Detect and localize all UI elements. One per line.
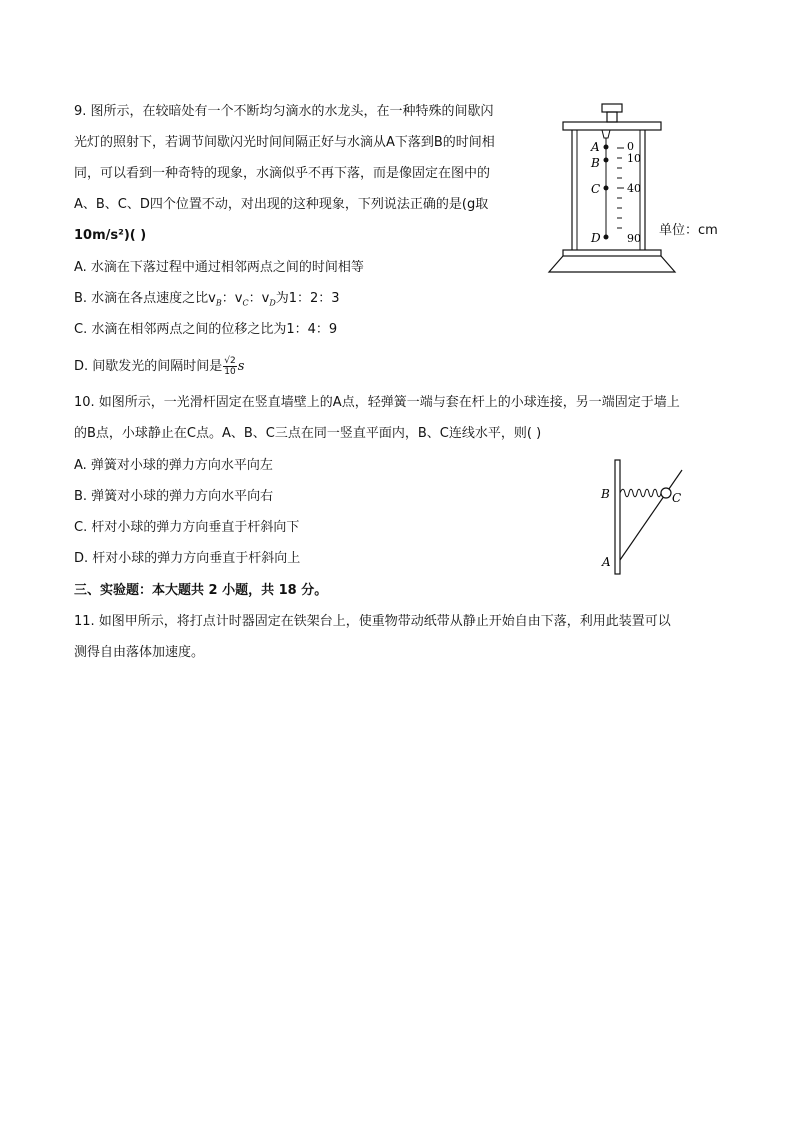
ball (661, 488, 671, 498)
rod (620, 470, 682, 560)
q10-option-d: D. 杆对小球的弹力方向垂直于杆斜向上 (74, 551, 301, 566)
tick-0: 0 (627, 140, 634, 153)
wall (615, 460, 620, 574)
label-b: B (601, 487, 610, 501)
tick-10: 10 (627, 152, 641, 165)
label-a: A (602, 555, 611, 569)
q10-option-b: B. 弹簧对小球的弹力方向水平向右 (74, 489, 274, 504)
q9-option-c: C. 水滴在相邻两点之间的位移之比为1：4：9 (74, 322, 338, 337)
q10-option-c: C. 杆对小球的弹力方向垂直于杆斜向下 (74, 520, 300, 535)
tick-40: 40 (627, 182, 641, 195)
q11-line-2: 测得自由落体加速度。 (74, 645, 205, 660)
unit-label: 单位：cm (659, 223, 718, 238)
q9-line-3: 同，可以看到一种奇特的现象，水滴似乎不再下落，而是像固定在图中的 (74, 166, 491, 181)
q10-option-a: A. 弹簧对小球的弹力方向水平向左 (74, 458, 273, 473)
faucet-drip-figure (545, 98, 735, 278)
label-a: A (591, 140, 600, 154)
q9-line-1: 9. 图所示，在较暗处有一个不断均匀滴水的水龙头，在一种特殊的间歇闪 (74, 104, 494, 119)
label-d: D (591, 231, 601, 245)
fraction: $\frac{√2}{10}$ (224, 356, 236, 377)
q11-line-1: 11. 如图甲所示，将打点计时器固定在铁架台上，使重物带动纸带从静止开始自由下落，利用此装置可以 (74, 614, 671, 629)
drop-c (604, 186, 609, 191)
q9-option-a: A. 水滴在下落过程中通过相邻两点之间的时间相等 (74, 260, 364, 275)
label-c: C (672, 491, 682, 505)
q9-line-2: 光灯的照射下，若调节间歇闪光时间间隔正好与水滴从A下落到B的时间相 (74, 135, 495, 150)
drop-b (604, 158, 609, 163)
label-b: B (591, 156, 600, 170)
q9-line-4: A、B、C、D四个位置不动，对出现的这种现象，下列说法正确的是(g取 (74, 197, 489, 212)
drop-d (604, 235, 609, 240)
q9-option-b: B. 水滴在各点速度之比$v_B$：$v_C$：$v_D$为1：2：3 (74, 291, 340, 308)
label-c: C (591, 182, 601, 196)
rod-spring-figure (596, 456, 692, 578)
q9-line-5: 10m/s²)( ) (74, 228, 147, 243)
tick-90: 90 (627, 232, 641, 245)
spring (620, 489, 666, 497)
section-heading: 三、实验题：本大题共 2 小题，共 18 分。 (74, 583, 328, 598)
drop-a (604, 145, 609, 150)
q9-option-d: D. 间歇发光的间隔时间是 $\frac{√2}{10}$ s (74, 356, 245, 377)
q10-line-1: 10. 如图所示，一光滑杆固定在竖直墙壁上的A点，轻弹簧一端与套在杆上的小球连接，另一端固定于墙上 (74, 395, 680, 410)
q10-line-2: 的B点，小球静止在C点。A、B、C三点在同一竖直平面内，B、C连线水平，则( ) (74, 426, 542, 441)
